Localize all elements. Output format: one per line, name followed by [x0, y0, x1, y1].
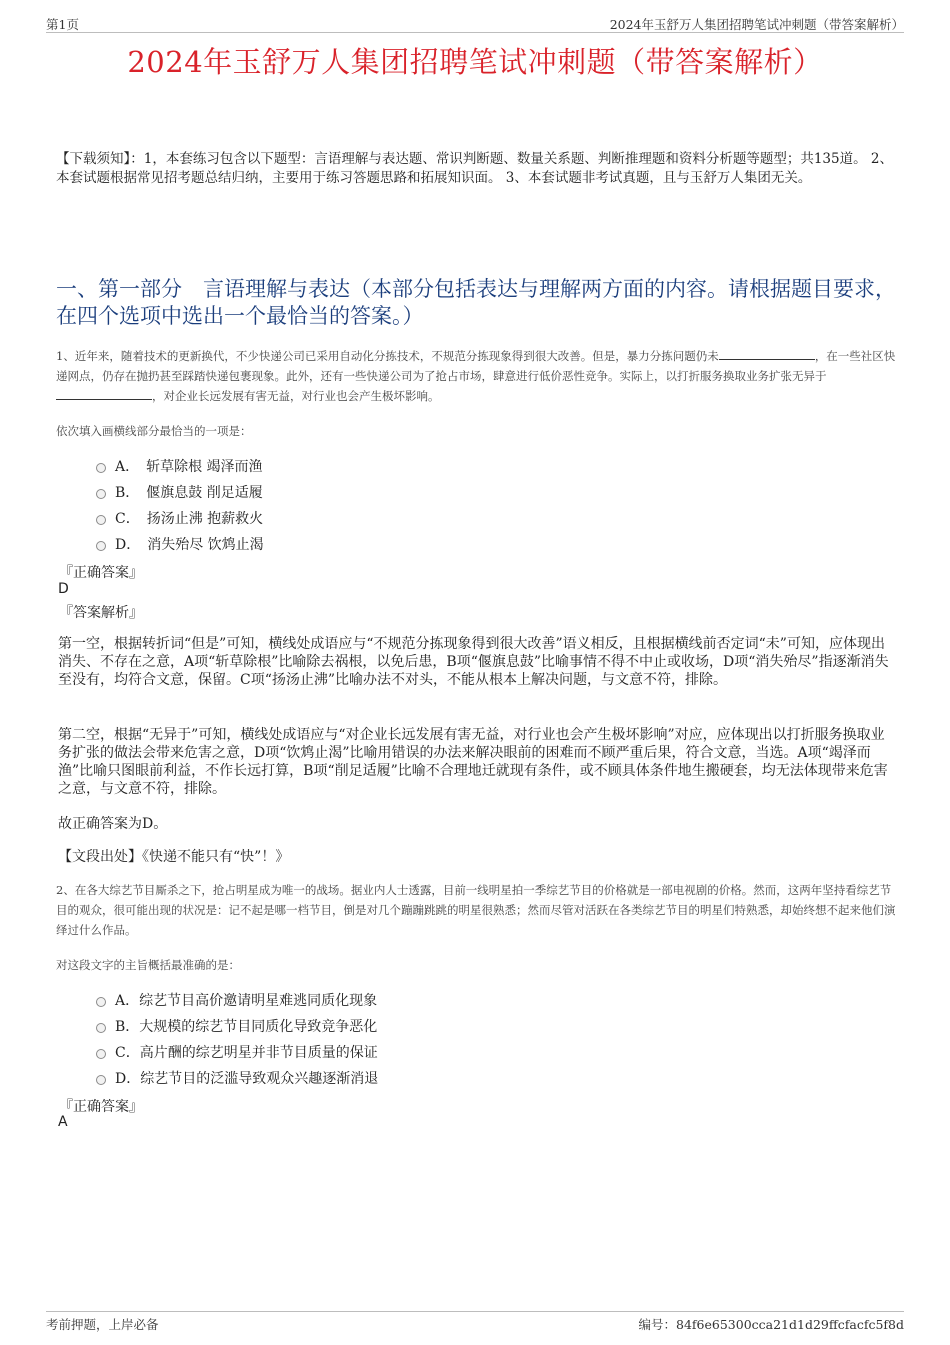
- radio-icon[interactable]: [96, 463, 106, 473]
- radio-icon[interactable]: [96, 515, 106, 525]
- question-2-options: [96, 987, 378, 1091]
- radio-icon[interactable]: [96, 1023, 106, 1033]
- radio-icon[interactable]: [96, 541, 106, 551]
- option-b[interactable]: B． 偃旗息鼓 削足适履: [96, 479, 264, 505]
- question-2-prompt: 对这段文字的主旨概括最准确的是：: [56, 958, 240, 972]
- option-c[interactable]: C． 扬汤止沸 抱薪救火: [96, 505, 264, 531]
- question-1-stem: 1、近年来，随着技术的更新换代，不少快递公司已采用自动化分拣技术，不规范分拣现象得到很大改善。但是，暴力分拣问题仍未 ，在一些社区快递网点，仍存在抛扔甚至踩踏快递包裹现象。此外，还有一些快递公司为了抢占市场，肆意进行低价恶性竞争。实际上，以打折服务换取业务扩张无异于，对企业长远发展有害无益，对行业也会产生极坏影响。: [56, 346, 898, 406]
- option-d[interactable]: D． 消失殆尽 饮鸩止渴: [96, 531, 264, 557]
- radio-icon[interactable]: [96, 489, 106, 499]
- answer-label: 『正确答案』: [59, 565, 143, 581]
- analysis-label: 『答案解析』: [59, 605, 143, 621]
- question-2-stem: 2、在各大综艺节目厮杀之下，抢占明星成为唯一的战场。据业内人士透露，目前一线明星拍一季综艺节目的价格就是一部电视剧的价格。然而，这两年坚持看综艺节目的观众，很可能出现的状况是：记不起是哪一档节目，倒是对几个蹦蹦跳跳的明星很熟悉；然而尽管对活跃在各类综艺节目的明星们特熟悉，却始终想不起来他们演绎过什么作品。: [56, 883, 896, 937]
- answer-label: 『正确答案』: [59, 1099, 143, 1115]
- download-notice: 【下载须知】：1，本套练习包含以下题型：言语理解与表达题、常识判断题、数量关系题、判断推理题和资料分析题等题型；共135道。 2、本套试题根据常见招考题总结归纳，主要用于练习答题思路和拓展知识面。 3、本套试题非考试真题，且与玉舒万人集团无关。: [56, 151, 893, 186]
- footer-doc-id: 编号：84f6e65300cca21d1d29ffcfacfc5f8d: [638, 1317, 904, 1332]
- option-a[interactable]: A． 斩草除根 竭泽而渔: [96, 453, 264, 479]
- page-footer: [46, 1311, 904, 1334]
- question-1-options: [96, 453, 264, 557]
- analysis-conclusion: 故正确答案为D。: [58, 816, 168, 832]
- document-title: 2024年玉舒万人集团招聘笔试冲刺题（带答案解析）: [127, 45, 823, 79]
- option-b[interactable]: B．大规模的综艺节目同质化导致竞争恶化: [96, 1013, 378, 1039]
- page-header: [46, 12, 904, 33]
- answer-value: D: [58, 581, 69, 597]
- fill-blank-2: [56, 386, 152, 400]
- analysis-paragraph-2: 第二空，根据“无异于”可知，横线处成语应与“对企业长远发展有害无益，对行业也会产生极坏影响”对应，应体现出以打折服务换取业务扩张的做法会带来危害之意，D项“饮鸩止渴”比喻用错误的办法来解决眼前的困难而不顾严重后果，符合文意，当选。A项“竭泽而渔”比喻只图眼前利益，不作长远打算，B项“削足适履”比喻不合理地迁就现有条件，或不顾具体条件地生搬硬套，均无法体现带来危害之意，与文意不符，排除。: [58, 727, 888, 797]
- radio-icon[interactable]: [96, 1075, 106, 1085]
- page-number: 第1页: [46, 17, 79, 32]
- question-1-prompt: 依次填入画横线部分最恰当的一项是：: [56, 424, 252, 438]
- footer-slogan: 考前押题，上岸必备: [46, 1317, 159, 1332]
- fill-blank-1: [719, 346, 815, 360]
- option-a[interactable]: A．综艺节目高价邀请明星难逃同质化现象: [96, 987, 378, 1013]
- passage-source: 【文段出处】《快递不能只有“快”！》: [58, 849, 290, 865]
- radio-icon[interactable]: [96, 997, 106, 1007]
- analysis-paragraph-1: 第一空，根据转折词“但是”可知，横线处成语应与“不规范分拣现象得到很大改善”语义相反，且根据横线前否定词“未”可知，应体现出消失、不存在之意，A项“斩草除根”比喻除去祸根，以免后患，B项“偃旗息鼓”比喻事情不得不中止或收场，D项“消失殆尽”指逐渐消失至没有，均符合文意，保留。C项“扬汤止沸”比喻办法不对头，不能从根本上解决问题，与文意不符，排除。: [58, 636, 889, 688]
- answer-value: A: [58, 1114, 68, 1130]
- option-d[interactable]: D．综艺节目的泛滥导致观众兴趣逐渐消退: [96, 1065, 378, 1091]
- header-doc-title: 2024年玉舒万人集团招聘笔试冲刺题（带答案解析）: [609, 17, 904, 32]
- option-c[interactable]: C．高片酬的综艺明星并非节目质量的保证: [96, 1039, 378, 1065]
- radio-icon[interactable]: [96, 1049, 106, 1059]
- section-heading: 一、第一部分 言语理解与表达（本部分包括表达与理解两方面的内容。请根据题目要求，在四个选项中选出一个最恰当的答案。）: [56, 277, 896, 328]
